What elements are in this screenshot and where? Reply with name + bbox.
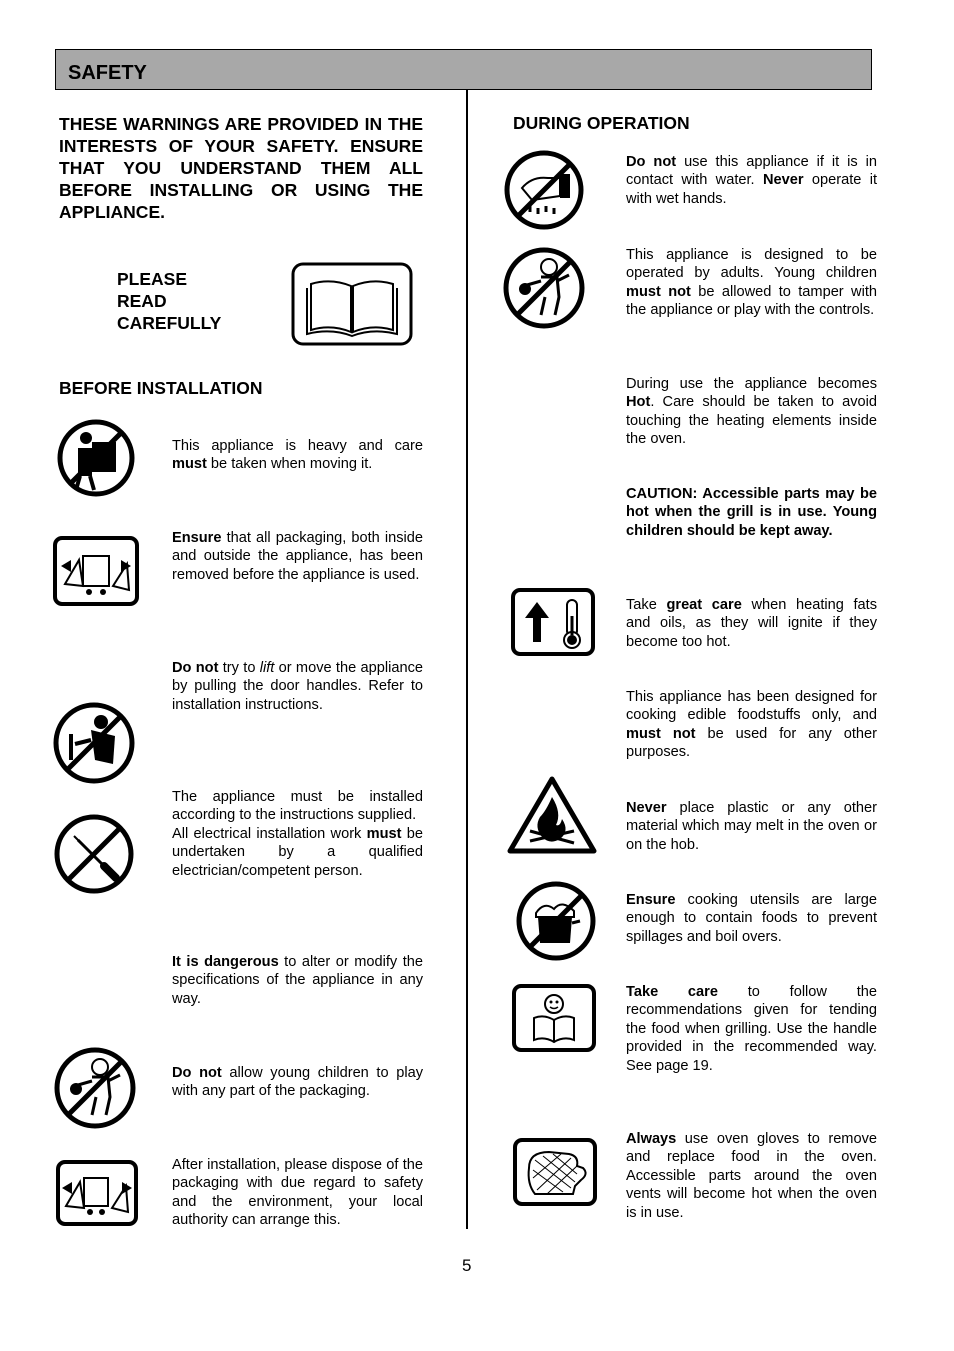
no-pull-door-handle-icon	[51, 700, 137, 786]
bold-text: Do not	[626, 154, 677, 170]
text: be taken when moving it.	[206, 456, 373, 473]
text: be undertaken by a qualified electrician/competent person.	[172, 825, 423, 879]
text: place plastic or any other material which may melt in the oven or on the hob.	[626, 800, 877, 853]
column-divider	[466, 90, 468, 1229]
during-item-9	[626, 983, 877, 1075]
during-item-4	[626, 485, 877, 540]
text: After installation, please dispose of the packaging with due regard to safety and the environment, your local authority can arrange this.	[172, 1157, 423, 1229]
bold-text: must	[366, 825, 402, 842]
page-number: 5	[462, 1256, 472, 1275]
intro-warning: THESE WARNINGS ARE PROVIDED IN THE INTERESTS OF YOUR SAFETY. ENSURE THAT YOU UNDERSTAND THEM ALL BEFORE INSTALLING OR USING THE APPLIANCE.	[59, 114, 423, 222]
bold-text: must	[172, 456, 207, 473]
before-item-5	[172, 953, 423, 1008]
bold-text: Take care	[626, 984, 718, 1000]
text: operate it with wet hands.	[626, 172, 877, 207]
please-read-line: PLEASE	[117, 269, 188, 289]
bold-text: Ensure	[626, 892, 676, 908]
text: when heating fats and oils, as they will ignite if they become too hot.	[626, 597, 878, 650]
no-lifting-heavy-icon	[56, 418, 136, 498]
text: to follow the recommendations given for tending the food when grilling. Use the handle provided in the recommended way. See page 19.	[626, 984, 877, 1074]
before-item-7	[172, 1156, 423, 1230]
italic-text: lift	[259, 660, 275, 676]
during-item-7	[626, 799, 877, 854]
text: use this appliance if it is in contact with water.	[626, 154, 878, 189]
text: allow young children to play with any part of the packaging.	[172, 1065, 423, 1100]
text: The appliance must be installed according to the instructions supplied.	[172, 789, 423, 824]
before-installation-heading: BEFORE INSTALLATION	[59, 378, 263, 398]
section-title: SAFETY	[68, 62, 147, 84]
before-item-3	[172, 659, 423, 714]
text: or move the appliance by pulling the door handles. Refer to installation instructions.	[172, 660, 423, 713]
please-read-line: READ	[117, 291, 167, 311]
no-boil-over-icon	[514, 879, 598, 963]
before-item-6	[172, 1064, 423, 1101]
bold-text: It is dangerous	[172, 954, 279, 970]
text: that all packaging, both inside and outside the appliance, has been removed before the appliance is used.	[172, 530, 423, 583]
during-item-10	[626, 1130, 877, 1222]
text: cooking utensils are large enough to contain foods to prevent spillages and boil overs.	[626, 892, 877, 945]
text: This appliance is designed to be operated by adults. Young children	[626, 247, 877, 282]
before-item-2	[172, 529, 423, 584]
text: use oven gloves to remove and replace food in the oven. Accessible parts around the oven vents will become hot when the oven is in use.	[626, 1131, 877, 1221]
text: All electrical installation work	[172, 825, 367, 842]
during-item-8	[626, 891, 877, 946]
text: be used for any other purposes.	[626, 725, 877, 761]
open-book-icon	[291, 262, 413, 346]
bold-text: Hot	[626, 394, 651, 411]
packaging-removal-icon	[56, 1160, 138, 1226]
bold-text: must not	[626, 283, 691, 300]
high-temperature-icon	[511, 588, 595, 656]
bold-text: Ensure	[172, 530, 222, 546]
bold-text: CAUTION: Accessible parts may be hot when the grill is in use. Young children should be kept away.	[626, 486, 877, 539]
section-header	[55, 49, 872, 90]
please-read-line: CAREFULLY	[117, 313, 222, 333]
during-item-3	[626, 375, 877, 449]
text: This appliance is heavy and care	[172, 438, 423, 454]
bold-text: must not	[626, 725, 696, 742]
bold-text: Do not	[172, 1065, 222, 1081]
bold-text: great care	[666, 597, 742, 613]
during-item-5	[626, 596, 877, 651]
packaging-removal-icon	[53, 536, 139, 606]
during-operation-heading: DURING OPERATION	[513, 113, 690, 133]
bold-text: Never	[626, 800, 667, 816]
no-wet-hands-icon	[502, 148, 586, 232]
bold-text: Do not	[172, 660, 219, 676]
oven-glove-icon	[513, 1138, 597, 1206]
no-child-play-icon	[501, 245, 587, 331]
please-read-label	[117, 268, 221, 334]
during-item-1	[626, 153, 877, 208]
text: This appliance has been designed for cooking edible foodstuffs only, and	[626, 689, 877, 724]
text: During use the appliance becomes	[626, 376, 877, 392]
text: try to	[218, 660, 260, 676]
bold-text: Never	[762, 172, 804, 189]
text: be allowed to tamper with the appliance or play with the controls.	[626, 283, 877, 319]
text: Take	[626, 597, 667, 613]
before-item-1	[172, 437, 423, 474]
text: to alter or modify the specifications of the appliance in any way.	[172, 954, 423, 1007]
no-screwdriver-icon	[52, 812, 136, 896]
text: . Care should be taken to avoid touching the heating elements inside the oven.	[626, 394, 877, 448]
fire-warning-icon	[506, 775, 598, 855]
during-item-6	[626, 688, 877, 762]
during-item-2	[626, 246, 877, 320]
no-child-play-icon	[52, 1045, 138, 1131]
bold-text: Always	[626, 1131, 677, 1147]
before-item-4	[172, 788, 423, 880]
read-instructions-icon	[512, 984, 596, 1052]
